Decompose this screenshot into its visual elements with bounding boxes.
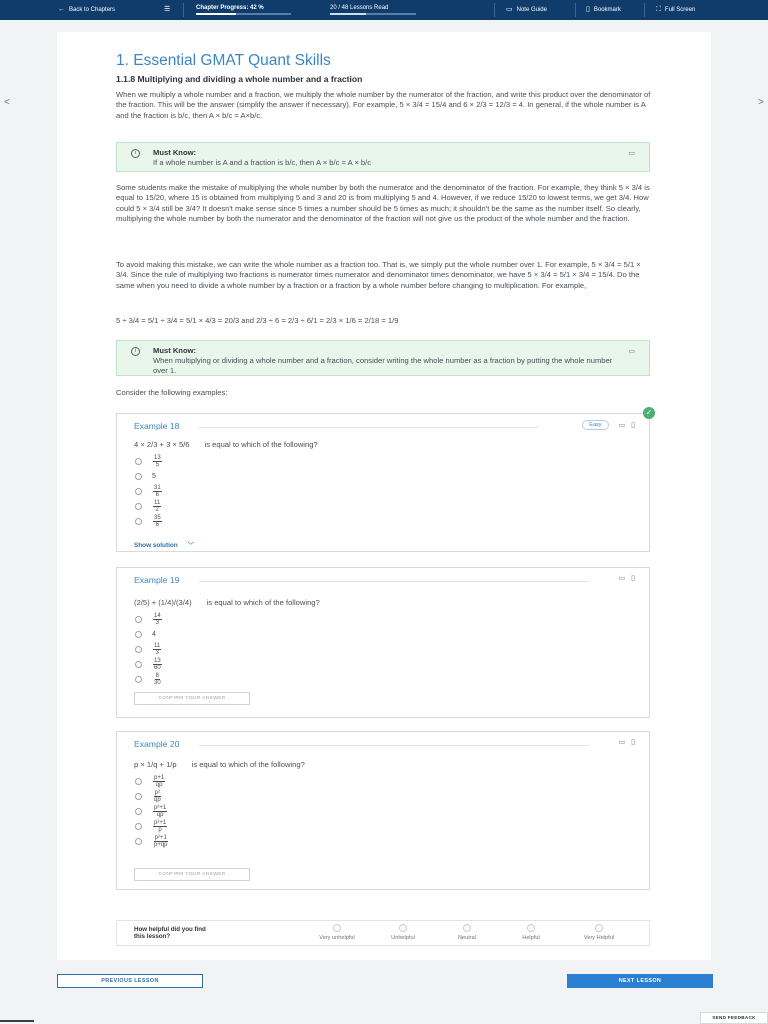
- note-icon[interactable]: ▭: [618, 575, 626, 582]
- previous-page-arrow[interactable]: <: [4, 97, 10, 108]
- option-fraction: [153, 613, 162, 627]
- fraction-denominator: p: [158, 827, 162, 833]
- example-title: Example 20: [134, 739, 180, 749]
- radio-button[interactable]: [135, 778, 142, 785]
- fraction-denominator: 30: [154, 680, 161, 686]
- fraction-numerator: p²+1: [154, 834, 167, 841]
- bookmark-icon[interactable]: ▭: [628, 150, 635, 157]
- question-stem: [134, 760, 305, 769]
- arrow-left-icon: ←: [58, 6, 65, 13]
- radio-button[interactable]: [135, 458, 142, 465]
- example-card: [116, 408, 653, 552]
- back-to-chapters-link[interactable]: ← Back to Chapters: [58, 6, 116, 13]
- option-fraction: [153, 775, 165, 789]
- must-know-box: [116, 142, 650, 172]
- rating-face-icon: [463, 924, 471, 932]
- fraction-denominator: 5: [155, 462, 160, 468]
- fraction-numerator: p²+1: [154, 819, 167, 826]
- must-know-text: When multiplying or dividing a whole number and a fraction, consider writing the whole number as a fraction by putting the whole number over 1.: [153, 356, 613, 375]
- divider: [183, 3, 184, 17]
- radio-button[interactable]: [135, 823, 142, 830]
- divider: [644, 3, 645, 17]
- menu-list-icon[interactable]: ☰: [164, 6, 171, 13]
- bookmark-icon[interactable]: ▯: [631, 739, 635, 746]
- fraction-denominator: p+qp: [154, 842, 168, 848]
- answer-option[interactable]: [135, 657, 163, 672]
- lesson-paragraph: Consider the following examples:: [116, 388, 228, 397]
- rating-option[interactable]: Very Helpful: [569, 924, 629, 941]
- rating-option[interactable]: Neutral: [437, 924, 497, 941]
- option-fraction: [153, 455, 162, 469]
- question-text: is equal to which of the following?: [206, 598, 320, 607]
- answer-options: [135, 612, 163, 687]
- fraction-numerator: p+1: [154, 774, 165, 781]
- radio-button[interactable]: [135, 473, 142, 480]
- example-title: Example 18: [134, 421, 180, 431]
- lesson-paragraph: To avoid making this mistake, we can write the whole number as a fraction too. That is, we simply put the whole number over 1. For example, 5 × 3/4 = 5/1 × 3/4. Since the rule of multiplying two fractions is numerator times numerator and denominator times denominator, we have 5 × 3/4 = 5/1 × 3/4 = 15/4. Do the same when you need to divide a whole number by a fraction or a fraction by a whole number before changing to multiplication. For example,: [116, 260, 641, 290]
- confirm-answer-button[interactable]: CONFIRM YOUR ANSWER: [134, 868, 250, 881]
- lesson-paragraph: Some students make the mistake of multiplying the whole number by both the numerator and the denominator of the fraction. For example, they think 5 × 3/4 is equal to 15/20, where 15 is obtained from multiplying 5 and 3 and 20 is from multiplying 5 and 4. However, if we reduce 15/20 to lowest terms, we get 3/4. How could 5 × 3/4 still be 3/4? It doesn't make sense since 5 times a number should be 5 times as much; it shouldn't be the same as the number itself. So clearly, multiplying the whole number by both the numerator and the denominator of the fraction will not give us the product of the whole number and the fraction.: [116, 183, 650, 224]
- answer-option[interactable]: [135, 469, 163, 484]
- lesson-content: [57, 32, 711, 960]
- answer-option[interactable]: [135, 627, 163, 642]
- question-stem: [134, 440, 318, 449]
- answer-options: [135, 774, 170, 849]
- answer-option[interactable]: [135, 834, 170, 849]
- rating-face-icon: [527, 924, 535, 932]
- fraction-denominator: 2: [155, 507, 159, 513]
- show-solution-button[interactable]: Show solution ﹀: [134, 542, 194, 549]
- radio-button[interactable]: [135, 661, 142, 668]
- full-screen-button[interactable]: ⛶ Full Screen: [656, 6, 696, 13]
- option-value: 4: [152, 631, 156, 638]
- option-fraction: [153, 805, 167, 819]
- radio-button[interactable]: [135, 518, 142, 525]
- note-guide-button[interactable]: ▭ Note Guide: [506, 6, 547, 13]
- rating-option[interactable]: Very unhelpful: [307, 924, 367, 941]
- fraction-denominator: qp: [154, 797, 161, 803]
- radio-button[interactable]: [135, 631, 142, 638]
- divider: [199, 427, 539, 428]
- rating-face-icon: [595, 924, 603, 932]
- fraction-numerator: p²: [154, 789, 161, 796]
- answer-option[interactable]: [135, 499, 163, 514]
- chapter-progress-bar: [196, 13, 291, 15]
- fraction-numerator: 13: [154, 657, 161, 664]
- fraction-denominator: qp: [155, 782, 163, 788]
- question-text: is equal to which of the following?: [204, 440, 318, 449]
- lesson-equation: 5 ÷ 3/4 = 5/1 ÷ 3/4 = 5/1 × 4/3 = 20/3 and 2/3 ÷ 6 = 2/3 ÷ 6/1 = 2/3 × 1/6 = 2/18 = 1/9: [116, 316, 399, 325]
- option-fraction: [153, 658, 162, 672]
- divider: [575, 3, 576, 17]
- fraction-numerator: 11: [154, 499, 161, 506]
- fraction-numerator: 14: [154, 612, 161, 619]
- lesson-paragraph: When we multiply a whole number and a fraction, we multiply the whole number by the numerator of the fraction, and write this product over the denominator of the fraction. This will be the answer (simplify the answer if necessary). For example, 5 × 3/4 = 15/4 and 6 × 2/3 = 12/3 = 4. In general, if the whole number is A and the fraction is b/c, then A × b/c = A×b/c.: [116, 90, 651, 120]
- must-know-title: Must Know:: [153, 148, 197, 157]
- fraction-numerator: 31: [154, 484, 161, 491]
- answer-option[interactable]: [135, 612, 163, 627]
- option-fraction: [153, 673, 162, 687]
- example-card: [116, 567, 650, 718]
- chevron-down-icon: ﹀: [187, 542, 194, 549]
- divider: [494, 3, 495, 17]
- bookmark-icon[interactable]: ▯: [631, 575, 635, 582]
- difficulty-badge: Easy: [582, 420, 608, 430]
- top-navigation-bar: [0, 0, 768, 20]
- bookmark-icon[interactable]: ▭: [628, 348, 635, 355]
- fraction-denominator: 3: [155, 650, 159, 656]
- fraction-denominator: 6: [155, 522, 160, 528]
- radio-button[interactable]: [135, 838, 142, 845]
- chapter-progress-label: Chapter Progress: 42 %: [196, 5, 264, 11]
- divider: [199, 745, 589, 746]
- rating-option[interactable]: Helpful: [501, 924, 561, 941]
- fraction-denominator: qp: [156, 812, 164, 818]
- note-icon[interactable]: ▭: [618, 422, 626, 429]
- confirm-answer-button[interactable]: CONFIRM YOUR ANSWER: [134, 692, 250, 705]
- section-title: 1.1.8 Multiplying and dividing a whole number and a fraction: [116, 74, 363, 84]
- bookmark-icon[interactable]: ▯: [631, 422, 635, 429]
- fraction-numerator: p²+1: [154, 804, 167, 811]
- bookmark-button[interactable]: ▯ Bookmark: [586, 6, 621, 13]
- fraction-numerator: 13: [154, 454, 161, 461]
- lesson-rating: [116, 920, 650, 946]
- option-fraction: [153, 515, 162, 529]
- note-icon[interactable]: ▭: [618, 739, 626, 746]
- answer-option[interactable]: [135, 819, 170, 834]
- answer-option[interactable]: [135, 642, 163, 657]
- previous-lesson-button[interactable]: PREVIOUS LESSON: [57, 974, 203, 988]
- divider: [199, 581, 589, 582]
- fraction-denominator: 6: [155, 492, 160, 498]
- answer-option[interactable]: [135, 514, 163, 529]
- answer-options: [135, 454, 163, 529]
- question-text: is equal to which of the following?: [191, 760, 305, 769]
- must-know-box: [116, 340, 650, 376]
- fraction-denominator: 60: [154, 665, 161, 671]
- send-feedback-button[interactable]: SEND FEEDBACK: [700, 1012, 768, 1024]
- example-card: [116, 731, 650, 890]
- option-fraction: [153, 485, 162, 499]
- must-know-text: If a whole number is A and a fraction is b/c, then A × b/c = A × b/c: [153, 158, 372, 167]
- option-fraction: [153, 835, 169, 849]
- option-fraction: [153, 643, 161, 657]
- rating-face-icon: [399, 924, 407, 932]
- check-icon: ✓: [643, 407, 655, 419]
- radio-button[interactable]: [135, 646, 142, 653]
- question-expression: 4 × 2/3 + 3 × 5/6: [134, 440, 190, 449]
- fraction-numerator: 8: [155, 672, 160, 679]
- rating-option[interactable]: Unhelpful: [373, 924, 433, 941]
- option-fraction: [153, 790, 162, 804]
- chapter-title: 1. Essential GMAT Quant Skills: [116, 52, 331, 69]
- home-indicator: [0, 1020, 34, 1022]
- lessons-read-label: 20 / 48 Lessons Read: [330, 5, 389, 11]
- radio-button[interactable]: [135, 676, 142, 683]
- answer-option[interactable]: [135, 484, 163, 499]
- answer-option[interactable]: [135, 789, 170, 804]
- fraction-denominator: 3: [155, 620, 160, 626]
- fraction-numerator: 35: [154, 514, 161, 521]
- option-fraction: [153, 820, 167, 834]
- option-value: 5: [152, 473, 156, 480]
- answer-option[interactable]: [135, 804, 170, 819]
- radio-button[interactable]: [135, 793, 142, 800]
- info-icon: i: [131, 149, 140, 158]
- answer-option[interactable]: [135, 672, 163, 687]
- fraction-numerator: 11: [154, 642, 161, 649]
- question-expression: p × 1/q + 1/p: [134, 760, 177, 769]
- example-title: Example 19: [134, 575, 180, 585]
- bookmark-icon: ▯: [586, 6, 590, 13]
- lessons-progress-fill: [330, 13, 366, 15]
- radio-button[interactable]: [135, 616, 142, 623]
- answer-option[interactable]: [135, 454, 163, 469]
- chapter-progress-fill: [196, 13, 236, 15]
- next-lesson-button[interactable]: NEXT LESSON: [567, 974, 713, 988]
- expand-icon: ⛶: [656, 6, 661, 13]
- radio-button[interactable]: [135, 808, 142, 815]
- note-icon: ▭: [506, 6, 513, 13]
- lessons-progress-bar: [330, 13, 416, 15]
- radio-button[interactable]: [135, 503, 142, 510]
- info-icon: i: [131, 347, 140, 356]
- must-know-title: Must Know:: [153, 346, 197, 355]
- radio-button[interactable]: [135, 488, 142, 495]
- rating-question: How helpful did you find this lesson?: [134, 926, 206, 941]
- option-fraction: [153, 500, 161, 514]
- question-stem: [134, 598, 320, 607]
- question-expression: (2/5) + (1/4)/(3/4): [134, 598, 192, 607]
- answer-option[interactable]: [135, 774, 170, 789]
- next-page-arrow[interactable]: >: [758, 97, 764, 108]
- rating-face-icon: [333, 924, 341, 932]
